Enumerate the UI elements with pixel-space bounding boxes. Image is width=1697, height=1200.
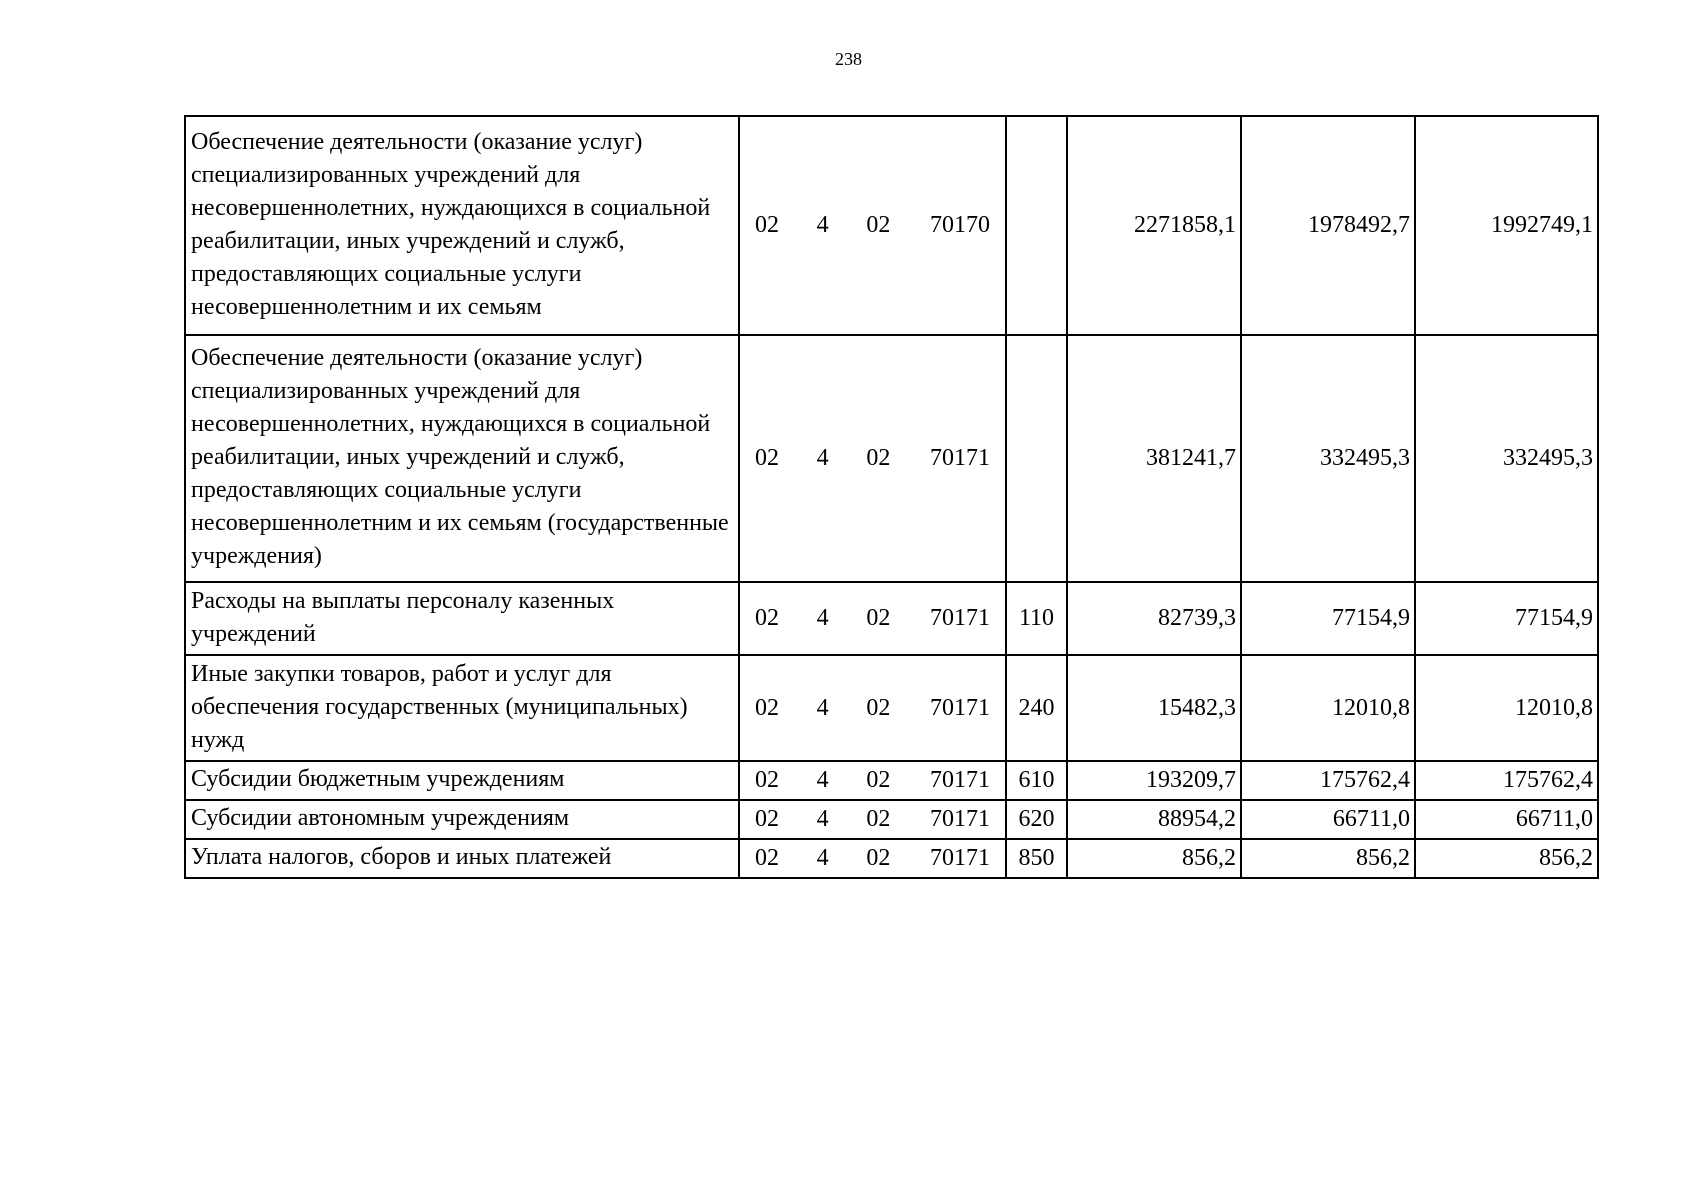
row-expense-type: 240 [1006, 655, 1067, 761]
row-value-1: 88954,2 [1067, 800, 1241, 839]
row-expense-type: 610 [1006, 761, 1067, 800]
row-value-2: 12010,8 [1241, 655, 1415, 761]
code-subprogram: 4 [816, 605, 829, 631]
code-direction: 70171 [929, 605, 990, 631]
row-expense-type [1006, 116, 1067, 335]
row-value-3: 332495,3 [1415, 335, 1598, 582]
code-direction: 70171 [929, 694, 990, 721]
row-value-1: 82739,3 [1067, 582, 1241, 655]
row-codes [739, 839, 1006, 878]
row-value-1: 193209,7 [1067, 761, 1241, 800]
row-value-2: 856,2 [1241, 839, 1415, 878]
row-name: Обеспечение деятельности (оказание услуг) специализированных учреждений для несовершеннолетних, нуждающихся в социальной реабилитации, иных учреждений и служб, предоставляющих социальные услуги несовершеннолетним и их семьям [185, 116, 739, 335]
row-value-3: 66711,0 [1415, 800, 1598, 839]
row-name: Субсидии автономным учреждениям [185, 800, 739, 839]
code-program: 02 [755, 845, 779, 871]
row-codes [739, 655, 1006, 761]
row-value-2: 175762,4 [1241, 761, 1415, 800]
code-activity: 02 [866, 806, 891, 832]
row-value-1: 2271858,1 [1067, 116, 1241, 335]
table-row [185, 655, 1598, 761]
row-codes [739, 335, 1006, 582]
row-expense-type: 620 [1006, 800, 1067, 839]
row-value-3: 1992749,1 [1415, 116, 1598, 335]
table-row [185, 839, 1598, 878]
code-program: 02 [755, 806, 779, 832]
code-program: 02 [755, 445, 779, 471]
code-program: 02 [755, 212, 779, 238]
row-name: Иные закупки товаров, работ и услуг для обеспечения государственных (муниципальных) нужд [185, 655, 739, 761]
code-activity: 02 [866, 445, 891, 471]
page-number: 238 [835, 49, 862, 69]
table-row [185, 116, 1598, 335]
row-value-2: 332495,3 [1241, 335, 1415, 582]
row-value-3: 856,2 [1415, 839, 1598, 878]
code-subprogram: 4 [816, 694, 829, 721]
row-value-1: 856,2 [1067, 839, 1241, 878]
row-expense-type [1006, 335, 1067, 582]
table-row [185, 335, 1598, 582]
table-row [185, 582, 1598, 655]
table-row [185, 800, 1598, 839]
code-subprogram: 4 [816, 806, 829, 832]
row-codes [739, 116, 1006, 335]
row-value-3: 77154,9 [1415, 582, 1598, 655]
row-expense-type: 110 [1006, 582, 1067, 655]
code-activity: 02 [866, 605, 891, 631]
code-program: 02 [755, 767, 779, 793]
row-value-1: 15482,3 [1067, 655, 1241, 761]
row-value-3: 175762,4 [1415, 761, 1598, 800]
row-expense-type: 850 [1006, 839, 1067, 878]
row-name: Уплата налогов, сборов и иных платежей [185, 839, 739, 878]
code-activity: 02 [866, 845, 891, 871]
budget-table [184, 115, 1599, 879]
row-codes [739, 761, 1006, 800]
row-value-2: 77154,9 [1241, 582, 1415, 655]
code-program: 02 [755, 694, 779, 721]
code-subprogram: 4 [816, 845, 829, 871]
row-value-3: 12010,8 [1415, 655, 1598, 761]
code-direction: 70170 [929, 212, 990, 238]
code-program: 02 [755, 605, 779, 631]
code-subprogram: 4 [816, 212, 829, 238]
row-value-2: 66711,0 [1241, 800, 1415, 839]
row-name: Обеспечение деятельности (оказание услуг) специализированных учреждений для несовершеннолетних, нуждающихся в социальной реабилитации, иных учреждений и служб, предоставляющих социальные услуги несовершеннолетним и их семьям (государственные учреждения) [185, 335, 739, 582]
row-codes [739, 582, 1006, 655]
code-direction: 70171 [929, 445, 990, 471]
table-row [185, 761, 1598, 800]
code-activity: 02 [866, 694, 891, 721]
code-direction: 70171 [929, 806, 990, 832]
row-codes [739, 800, 1006, 839]
row-value-1: 381241,7 [1067, 335, 1241, 582]
code-subprogram: 4 [816, 767, 829, 793]
row-name: Субсидии бюджетным учреждениям [185, 761, 739, 800]
code-subprogram: 4 [816, 445, 829, 471]
code-activity: 02 [866, 767, 891, 793]
code-direction: 70171 [929, 845, 990, 871]
code-direction: 70171 [929, 767, 990, 793]
row-name: Расходы на выплаты персоналу казенных учреждений [185, 582, 739, 655]
code-activity: 02 [866, 212, 891, 238]
row-value-2: 1978492,7 [1241, 116, 1415, 335]
